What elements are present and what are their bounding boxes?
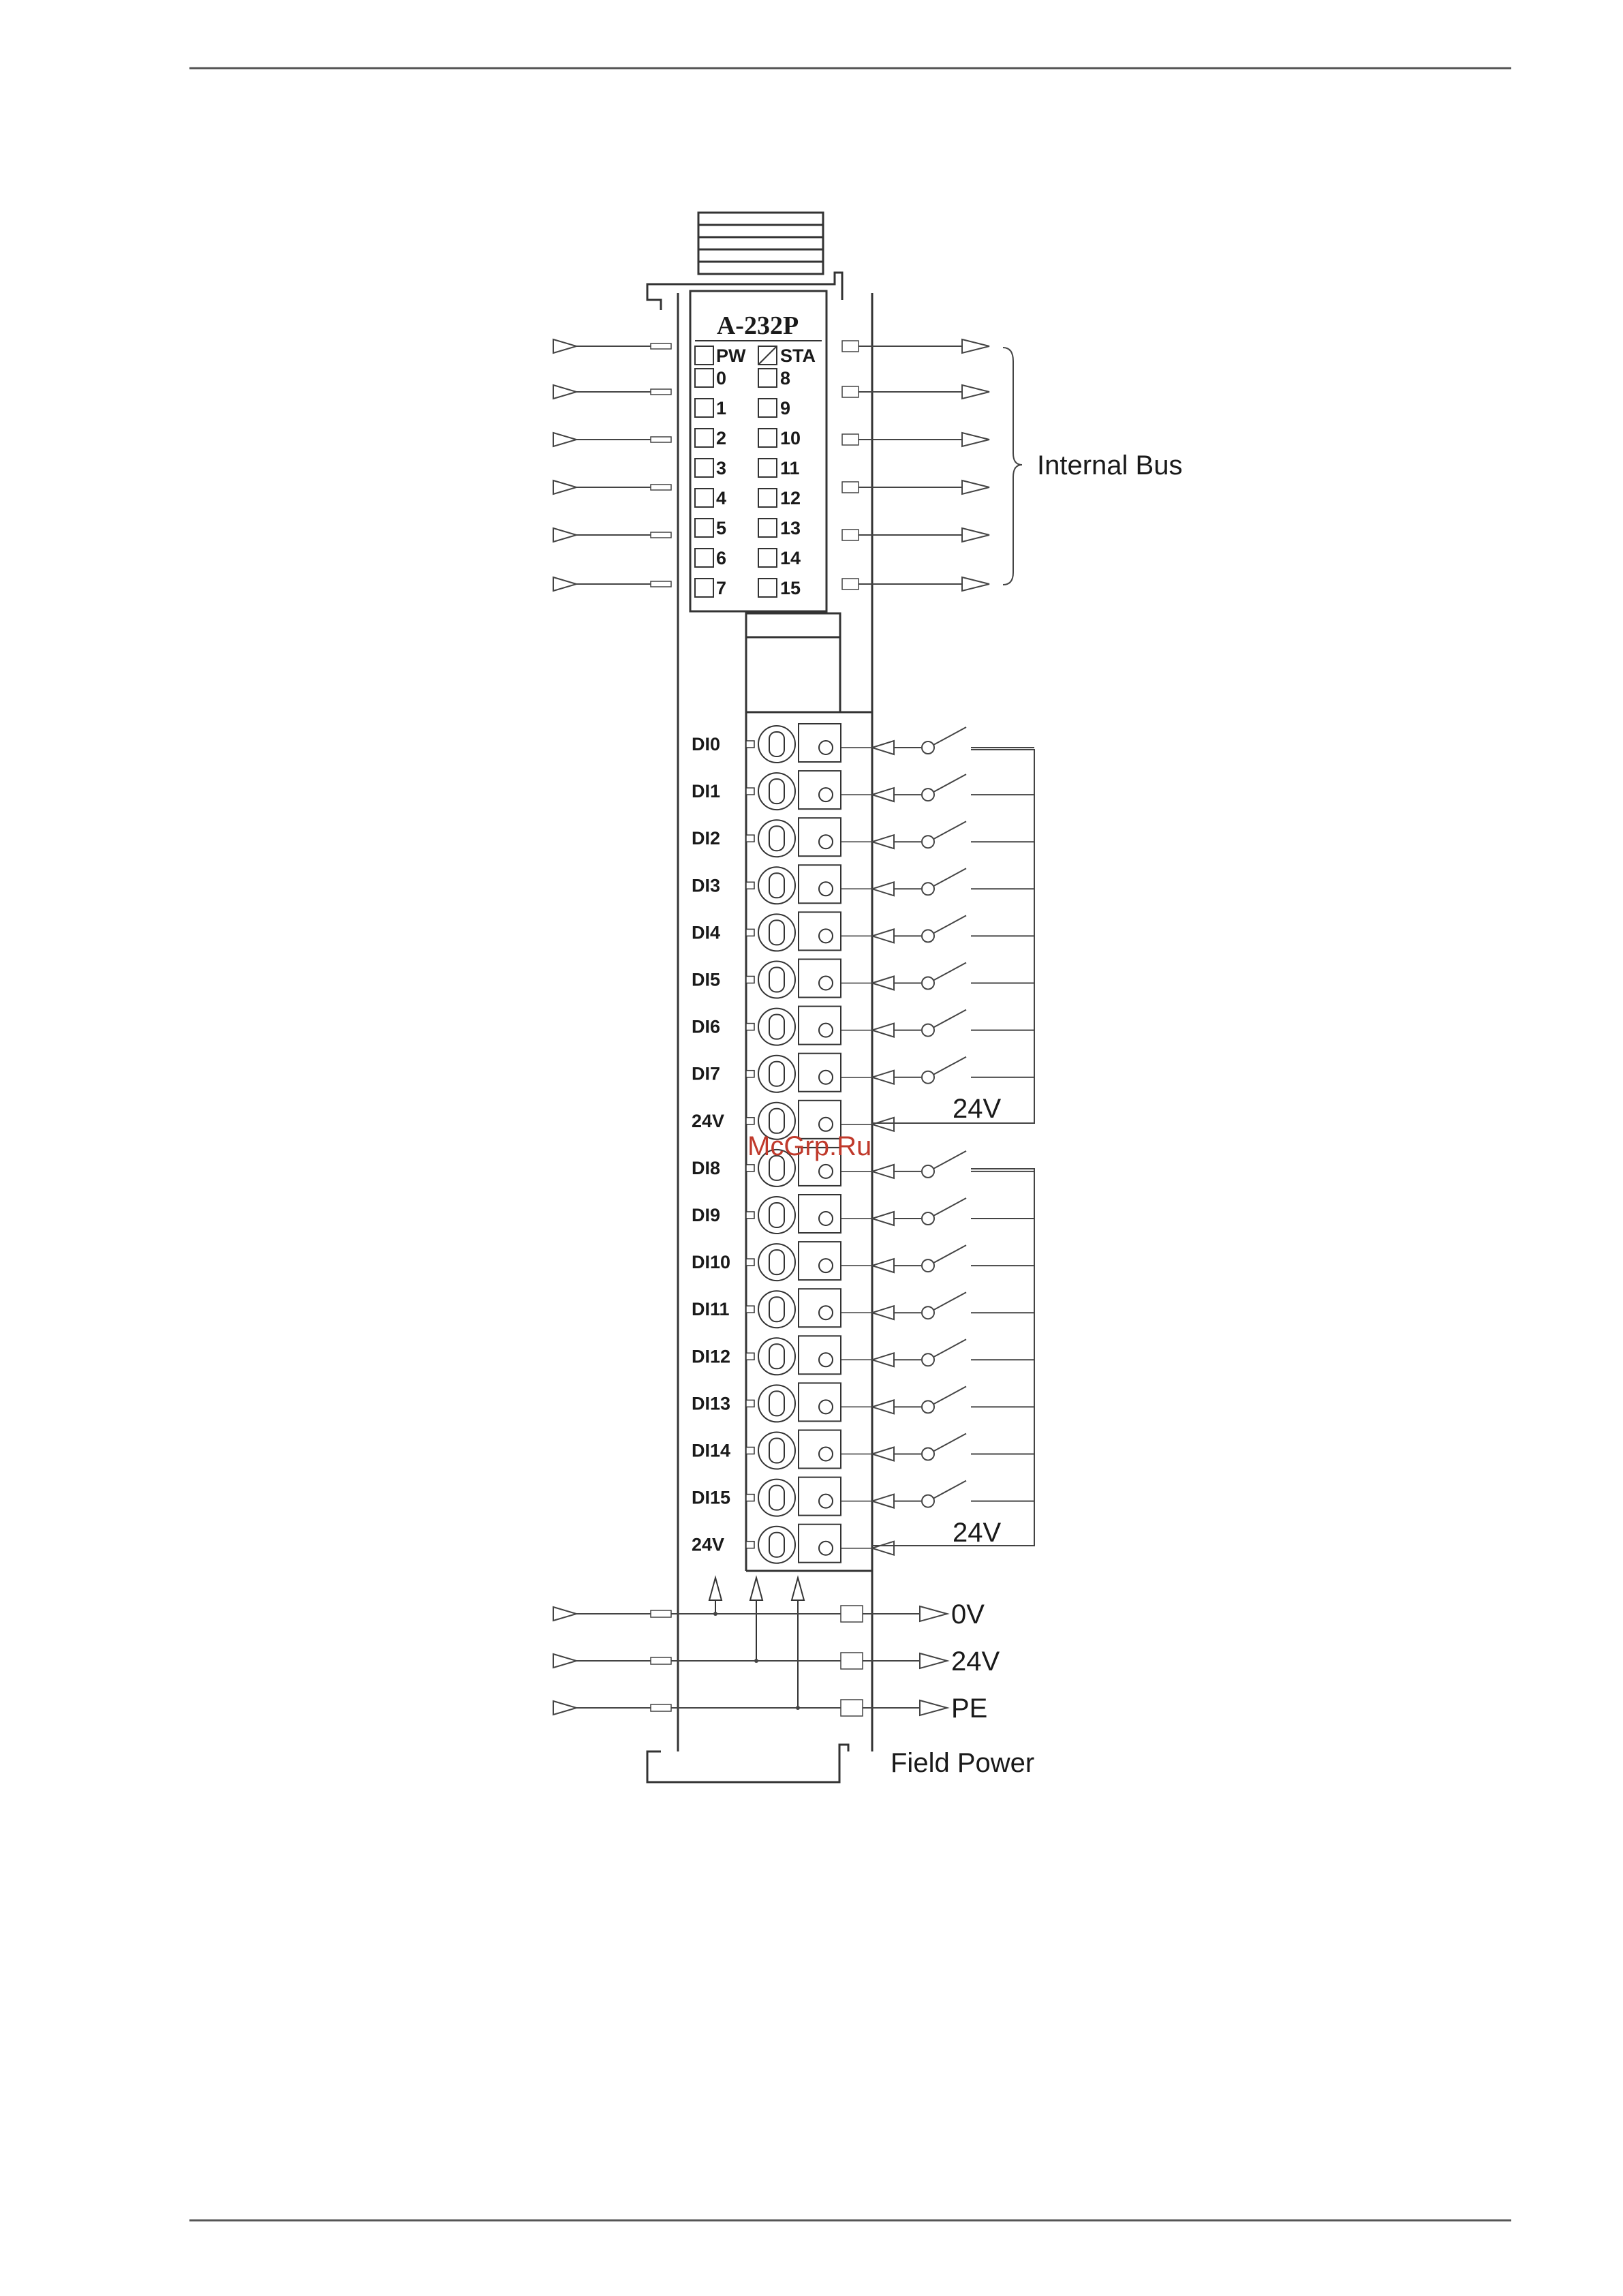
bus-contact <box>842 579 859 590</box>
switch-blade <box>933 868 966 886</box>
terminal-wire-hole <box>819 1165 833 1178</box>
terminal-label: DI12 <box>692 1346 731 1367</box>
terminal-release <box>769 873 784 898</box>
switch-contact <box>922 977 934 990</box>
power-output-arrow <box>920 1700 947 1715</box>
switch-input-arrow <box>872 741 894 754</box>
terminal-contact <box>746 1118 754 1124</box>
terminal-contact <box>746 1353 754 1360</box>
supply-return-arrow <box>872 1542 894 1555</box>
bus-output-arrow <box>962 577 989 591</box>
led-label: 15 <box>780 578 801 598</box>
terminal-label: DI9 <box>692 1205 721 1225</box>
switch-blade <box>933 1151 966 1169</box>
bus-contact <box>842 386 859 397</box>
terminal-clamp <box>799 818 841 856</box>
switch-input-arrow <box>872 1306 894 1319</box>
module-model: A-232P <box>716 311 799 340</box>
led-panel <box>690 291 826 611</box>
terminal-release <box>769 968 784 992</box>
switch-blade <box>933 1481 966 1499</box>
supply-return-arrow <box>872 1118 894 1131</box>
field-switches <box>872 727 1034 1555</box>
terminal-wire-hole <box>819 741 833 754</box>
terminal-release <box>769 732 784 756</box>
led-label: STA <box>780 346 816 366</box>
terminal-wire-hole <box>819 1259 833 1272</box>
bus-input-arrow <box>553 433 576 446</box>
field-power-title: Field Power <box>891 1748 1035 1778</box>
led-label: 9 <box>780 398 791 418</box>
internal-bus-label: Internal Bus <box>1037 450 1183 480</box>
led-label: 8 <box>780 368 791 388</box>
terminal-clamp <box>799 1525 841 1563</box>
power-junction <box>713 1612 717 1616</box>
power-output-arrow <box>920 1653 947 1668</box>
switch-contact <box>922 1212 934 1225</box>
led-label: 7 <box>716 578 727 598</box>
bus-contact <box>651 485 671 490</box>
terminal-contact <box>746 882 754 889</box>
terminal-label: DI13 <box>692 1393 731 1414</box>
power-junction <box>796 1706 800 1710</box>
terminal-wire-hole <box>819 1353 833 1366</box>
bus-input-arrow <box>553 528 576 542</box>
power-output-arrow <box>920 1606 947 1621</box>
terminal-clamp <box>799 1242 841 1280</box>
power-input-arrow <box>553 1607 576 1621</box>
switch-input-arrow <box>872 1071 894 1084</box>
terminal-label: DI3 <box>692 875 721 896</box>
terminal-wire-hole <box>819 1118 833 1131</box>
terminal-clamp <box>799 771 841 809</box>
bus-contact <box>842 341 859 352</box>
switch-input-arrow <box>872 1448 894 1461</box>
bus-input-arrow <box>553 480 576 494</box>
terminal-label: DI11 <box>692 1299 730 1320</box>
terminal-wire-hole <box>819 977 833 990</box>
led-label: PW <box>716 346 746 366</box>
terminal-contact <box>746 1024 754 1030</box>
bus-output-arrow <box>962 385 989 399</box>
power-contact <box>651 1704 671 1711</box>
switch-contact <box>922 1024 934 1037</box>
switch-contact <box>922 930 934 942</box>
terminal-wire-hole <box>819 1024 833 1037</box>
terminal-clamp <box>799 1478 841 1516</box>
terminal-label: DI1 <box>692 781 721 802</box>
bus-input-arrow <box>553 385 576 399</box>
switch-blade <box>933 1434 966 1452</box>
switch-input-arrow <box>872 788 894 801</box>
terminal-release <box>769 779 784 803</box>
terminal-label: DI10 <box>692 1252 731 1273</box>
switch-input-arrow <box>872 1400 894 1413</box>
top-connector <box>698 213 823 274</box>
switch-contact <box>922 1071 934 1084</box>
switch-blade <box>933 1198 966 1216</box>
switch-contact <box>922 1448 934 1460</box>
switch-blade <box>933 1245 966 1263</box>
terminal-release <box>769 1297 784 1321</box>
switch-contact <box>922 1259 934 1272</box>
terminal-contact <box>746 1306 754 1313</box>
switch-input-arrow <box>872 1259 894 1272</box>
bus-output-arrow <box>962 433 989 446</box>
field-power-arrows-up <box>709 1578 804 1708</box>
switch-input-arrow <box>872 882 894 896</box>
terminal-contact <box>746 835 754 842</box>
switch-input-arrow <box>872 1212 894 1225</box>
switch-contact <box>922 1495 934 1507</box>
switch-input-arrow <box>872 1165 894 1178</box>
led-label: 5 <box>716 518 727 538</box>
power-contact <box>841 1606 863 1622</box>
switch-input-arrow <box>872 1353 894 1366</box>
terminal-clamp <box>799 1336 841 1374</box>
power-contact <box>651 1657 671 1664</box>
terminal-wire-hole <box>819 1400 833 1413</box>
terminal-clamp <box>799 1007 841 1045</box>
bus-contact <box>651 343 671 349</box>
supply-return-lines <box>872 750 1034 1546</box>
terminal-release <box>769 1344 784 1368</box>
terminal-wire-hole <box>819 1071 833 1084</box>
terminal-label: DI2 <box>692 828 721 849</box>
switch-contact <box>922 789 934 801</box>
led-label: 14 <box>780 548 801 568</box>
terminal-release <box>769 1533 784 1557</box>
terminal-clamp <box>799 1054 841 1092</box>
switch-contact <box>922 836 934 848</box>
terminal-clamp <box>799 1430 841 1469</box>
terminal-release <box>769 1062 784 1086</box>
bus-input-arrow <box>553 339 576 353</box>
terminal-clamp <box>799 865 841 903</box>
switch-contact <box>922 883 934 895</box>
terminal-wire-hole <box>819 1448 833 1461</box>
switch-input-arrow <box>872 1024 894 1037</box>
led-label: 1 <box>716 398 727 418</box>
terminal-release <box>769 920 784 945</box>
led-label: 12 <box>780 488 801 508</box>
bus-output-arrow <box>962 480 989 494</box>
switch-input-arrow <box>872 929 894 943</box>
terminal-release <box>769 1015 784 1039</box>
switch-contact <box>922 1306 934 1319</box>
led-label: 4 <box>716 488 727 508</box>
switch-blade <box>933 963 966 981</box>
terminal-clamp <box>799 912 841 950</box>
terminal-release <box>769 1391 784 1415</box>
terminal-wire-hole <box>819 1212 833 1225</box>
power-rail-label: 24V <box>951 1647 1000 1677</box>
terminal-label: DI7 <box>692 1063 721 1084</box>
supply-label-group2: 24V <box>953 1518 1002 1548</box>
switch-blade <box>933 1057 966 1075</box>
terminal-contact <box>746 1165 754 1172</box>
power-input-arrow <box>553 1654 576 1668</box>
terminal-contact <box>746 788 754 795</box>
bus-input-arrow <box>553 577 576 591</box>
internal-bus-brace <box>1003 348 1022 585</box>
terminal-label: DI8 <box>692 1157 721 1178</box>
field-power-rails <box>553 1599 1000 1724</box>
bus-contact <box>651 437 671 442</box>
terminal-label: 24V <box>692 1110 725 1131</box>
led-label: 13 <box>780 518 801 538</box>
terminal-release <box>769 826 784 851</box>
terminal-clamp <box>799 1195 841 1233</box>
terminal-contact <box>746 1212 754 1219</box>
led-label: 10 <box>780 428 801 448</box>
terminal-wire-hole <box>819 1542 833 1555</box>
terminal-label: DI6 <box>692 1016 721 1037</box>
terminal-release <box>769 1250 784 1274</box>
power-contact <box>841 1653 863 1669</box>
bus-contact <box>842 482 859 493</box>
led-label: 2 <box>716 428 727 448</box>
switch-contact <box>922 1353 934 1366</box>
bus-output-arrow <box>962 339 989 353</box>
terminal-label: DI15 <box>692 1487 731 1508</box>
switch-blade <box>933 1386 966 1404</box>
bus-contact <box>651 389 671 395</box>
terminal-wire-hole <box>819 1306 833 1319</box>
switch-input-arrow <box>872 977 894 990</box>
switch-blade <box>933 1010 966 1028</box>
terminal-release <box>769 1109 784 1133</box>
terminal-contact <box>746 1400 754 1407</box>
bus-contact <box>651 532 671 538</box>
switch-input-arrow <box>872 835 894 848</box>
terminal-clamp <box>799 724 841 762</box>
terminal-release <box>769 1203 784 1227</box>
power-rail-label: 0V <box>951 1599 985 1629</box>
led-label: 11 <box>780 458 800 478</box>
switch-contact <box>922 1165 934 1178</box>
terminal-clamp <box>799 960 841 998</box>
led-label: 3 <box>716 458 727 478</box>
terminal-contact <box>746 977 754 983</box>
bus-output-arrow <box>962 528 989 542</box>
bus-contact <box>842 434 859 445</box>
bus-contact <box>842 530 859 540</box>
supply-label-group1: 24V <box>953 1094 1002 1124</box>
terminal-wire-hole <box>819 1495 833 1508</box>
terminal-contact <box>746 1448 754 1454</box>
terminal-contact <box>746 741 754 748</box>
terminal-label: 24V <box>692 1534 725 1555</box>
power-junction <box>754 1659 758 1663</box>
switch-blade <box>933 1339 966 1357</box>
terminal-wire-hole <box>819 788 833 801</box>
terminal-wire-hole <box>819 929 833 943</box>
terminal-contact <box>746 1259 754 1266</box>
terminal-wire-hole <box>819 882 833 896</box>
terminal-contact <box>746 1542 754 1548</box>
led-label: 0 <box>716 368 727 388</box>
power-contact <box>651 1610 671 1617</box>
led-label: 6 <box>716 548 727 568</box>
watermark: McGrp.Ru <box>747 1131 872 1161</box>
terminal-label: DI4 <box>692 922 721 943</box>
terminal-label: DI5 <box>692 969 721 990</box>
terminal-release <box>769 1439 784 1463</box>
terminal-contact <box>746 1071 754 1077</box>
power-contact <box>841 1700 863 1716</box>
switch-blade <box>933 774 966 792</box>
switch-contact <box>922 1400 934 1413</box>
switch-blade <box>933 915 966 933</box>
terminal-clamp <box>799 1383 841 1421</box>
power-rail-label: PE <box>951 1694 988 1724</box>
power-input-arrow <box>553 1701 576 1715</box>
terminal-release <box>769 1486 784 1510</box>
bus-contact <box>651 581 671 587</box>
switch-contact <box>922 741 934 754</box>
terminal-clamp <box>799 1289 841 1327</box>
terminal-label: DI14 <box>692 1440 731 1461</box>
switch-blade <box>933 1292 966 1310</box>
terminal-contact <box>746 929 754 936</box>
switch-blade <box>933 727 966 745</box>
terminal-wire-hole <box>819 835 833 848</box>
switch-input-arrow <box>872 1495 894 1508</box>
terminal-contact <box>746 1495 754 1501</box>
terminal-label: DI0 <box>692 734 721 754</box>
switch-blade <box>933 821 966 839</box>
